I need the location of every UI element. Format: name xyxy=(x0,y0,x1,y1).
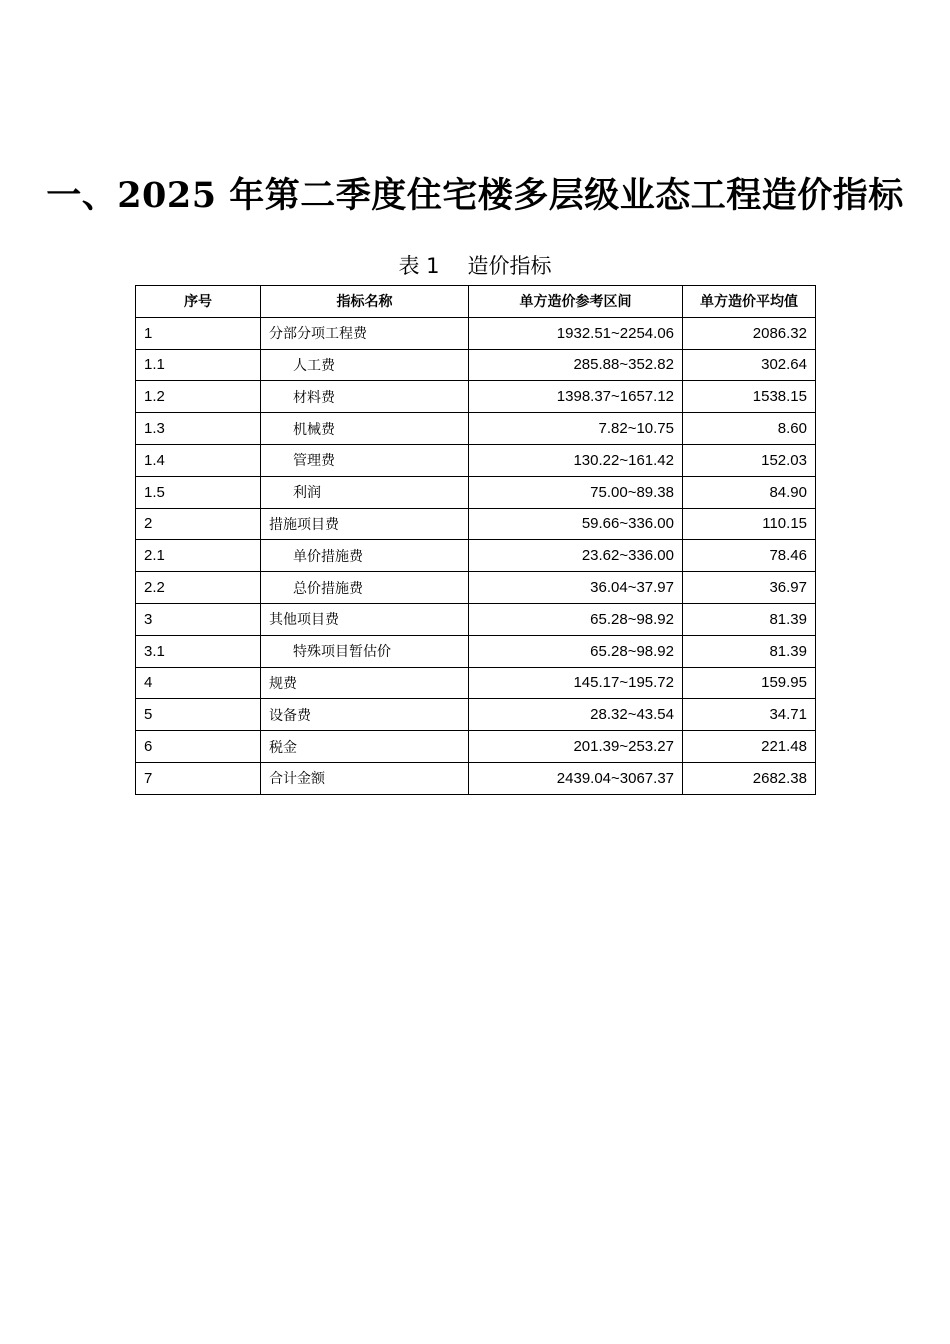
cell-avg: 2682.38 xyxy=(683,762,816,794)
cell-range: 28.32~43.54 xyxy=(469,699,683,731)
cell-seq: 1.4 xyxy=(136,444,261,476)
table-row xyxy=(136,635,816,667)
cell-avg: 159.95 xyxy=(683,667,816,699)
cell-range: 36.04~37.97 xyxy=(469,572,683,604)
table-row xyxy=(136,762,816,794)
cell-name: 单价措施费 xyxy=(261,540,469,572)
cell-range: 145.17~195.72 xyxy=(469,667,683,699)
cell-seq: 7 xyxy=(136,762,261,794)
cell-range: 285.88~352.82 xyxy=(469,349,683,381)
cell-seq: 6 xyxy=(136,731,261,763)
cell-seq: 1 xyxy=(136,317,261,349)
cell-name: 机械费 xyxy=(261,413,469,445)
cell-range: 1932.51~2254.06 xyxy=(469,317,683,349)
table-row xyxy=(136,603,816,635)
cell-range: 201.39~253.27 xyxy=(469,731,683,763)
cell-avg: 81.39 xyxy=(683,635,816,667)
cell-avg: 221.48 xyxy=(683,731,816,763)
cell-avg: 1538.15 xyxy=(683,381,816,413)
cell-range: 130.22~161.42 xyxy=(469,444,683,476)
cell-name: 人工费 xyxy=(261,349,469,381)
cell-avg: 110.15 xyxy=(683,508,816,540)
cell-seq: 1.2 xyxy=(136,381,261,413)
cell-name: 利润 xyxy=(261,476,469,508)
table-caption-title: 造价指标 xyxy=(467,254,552,278)
cost-index-table xyxy=(135,285,816,795)
cell-range: 2439.04~3067.37 xyxy=(469,762,683,794)
cell-seq: 5 xyxy=(136,699,261,731)
cell-name: 管理费 xyxy=(261,444,469,476)
cell-range: 65.28~98.92 xyxy=(469,635,683,667)
table-row xyxy=(136,572,816,604)
cell-name: 材料费 xyxy=(261,381,469,413)
cell-name: 规费 xyxy=(261,667,469,699)
cell-name: 分部分项工程费 xyxy=(261,317,469,349)
cell-seq: 1.1 xyxy=(136,349,261,381)
table-row xyxy=(136,444,816,476)
cell-avg: 8.60 xyxy=(683,413,816,445)
cell-avg: 81.39 xyxy=(683,603,816,635)
cell-range: 75.00~89.38 xyxy=(469,476,683,508)
table-row xyxy=(136,540,816,572)
cell-range: 65.28~98.92 xyxy=(469,603,683,635)
cell-avg: 78.46 xyxy=(683,540,816,572)
cell-name: 措施项目费 xyxy=(261,508,469,540)
cell-seq: 2.2 xyxy=(136,572,261,604)
cell-avg: 2086.32 xyxy=(683,317,816,349)
cell-seq: 3 xyxy=(136,603,261,635)
table-row xyxy=(136,476,816,508)
header-name: 指标名称 xyxy=(261,286,469,318)
cell-range: 7.82~10.75 xyxy=(469,413,683,445)
table-row xyxy=(136,699,816,731)
cell-range: 23.62~336.00 xyxy=(469,540,683,572)
cell-range: 59.66~336.00 xyxy=(469,508,683,540)
cell-range: 1398.37~1657.12 xyxy=(469,381,683,413)
header-range: 单方造价参考区间 xyxy=(469,286,683,318)
cell-name: 总价措施费 xyxy=(261,572,469,604)
page-title: 一、2025 年第二季度住宅楼多层级业态工程造价指标 xyxy=(46,175,904,216)
cell-seq: 4 xyxy=(136,667,261,699)
cell-avg: 34.71 xyxy=(683,699,816,731)
cell-avg: 152.03 xyxy=(683,444,816,476)
table-caption-number: 表 1 xyxy=(398,254,440,278)
cell-name: 其他项目费 xyxy=(261,603,469,635)
table-caption xyxy=(0,250,950,280)
header-seq: 序号 xyxy=(136,286,261,318)
cell-name: 特殊项目暂估价 xyxy=(261,635,469,667)
table-row xyxy=(136,667,816,699)
table-row xyxy=(136,731,816,763)
cell-seq: 3.1 xyxy=(136,635,261,667)
cell-name: 税金 xyxy=(261,731,469,763)
table-row xyxy=(136,381,816,413)
cell-name: 合计金额 xyxy=(261,762,469,794)
table-header-row xyxy=(136,286,816,318)
cell-avg: 302.64 xyxy=(683,349,816,381)
table-row xyxy=(136,317,816,349)
table-row xyxy=(136,413,816,445)
table-body xyxy=(136,317,816,794)
cell-avg: 36.97 xyxy=(683,572,816,604)
cell-seq: 1.3 xyxy=(136,413,261,445)
header-avg: 单方造价平均值 xyxy=(683,286,816,318)
table-row xyxy=(136,349,816,381)
cell-name: 设备费 xyxy=(261,699,469,731)
cell-seq: 2 xyxy=(136,508,261,540)
cell-seq: 1.5 xyxy=(136,476,261,508)
cell-avg: 84.90 xyxy=(683,476,816,508)
cell-seq: 2.1 xyxy=(136,540,261,572)
table-row xyxy=(136,508,816,540)
